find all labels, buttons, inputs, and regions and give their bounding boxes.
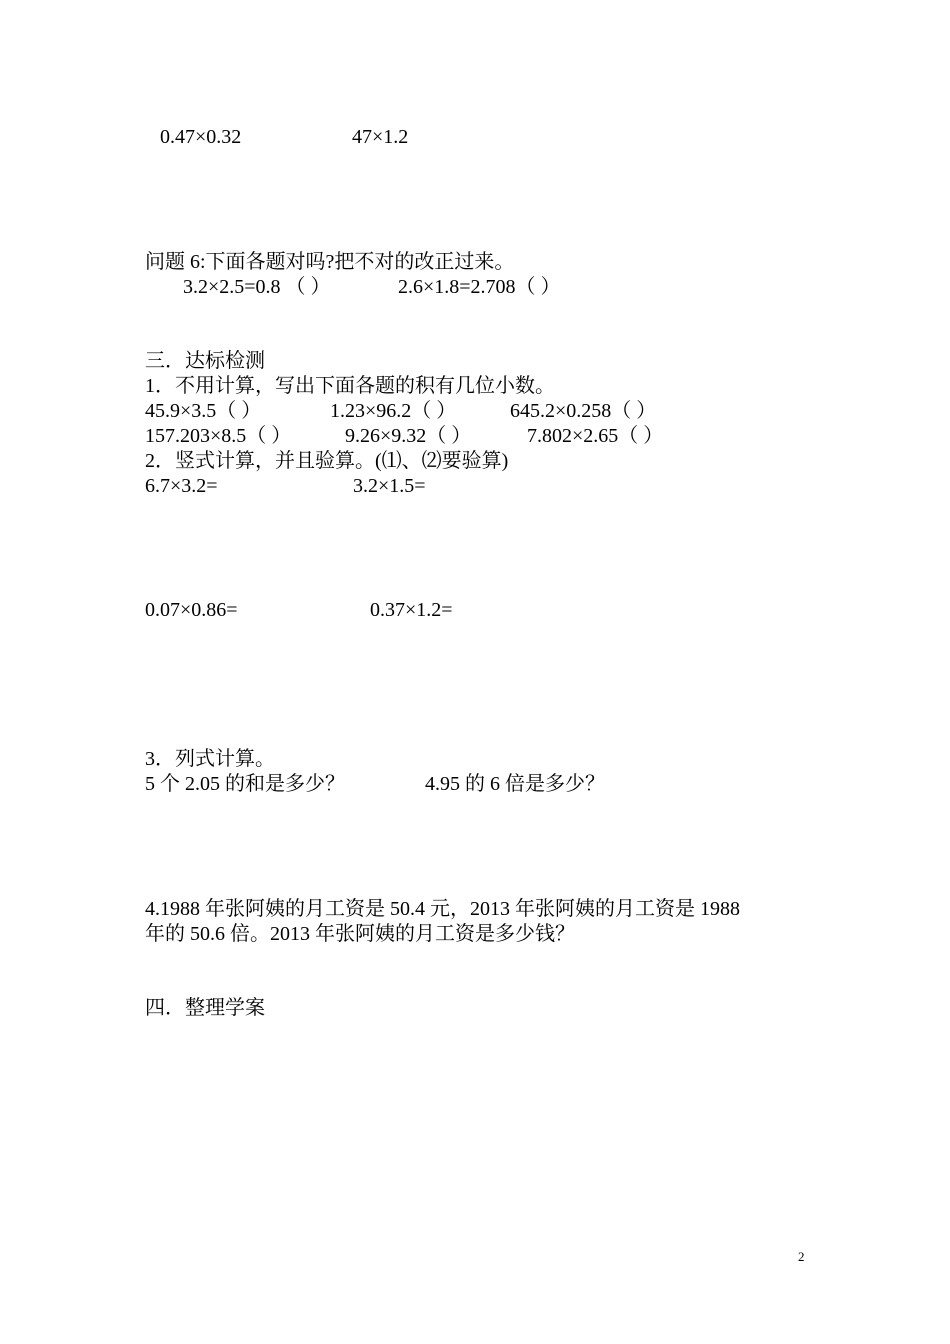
page-number: 2 <box>798 1249 805 1264</box>
q4-text: 年的 50.6 倍。2013 年张阿姨的月工资是多少钱？ <box>145 923 575 945</box>
q3-item: 4.95 的 6 倍是多少？ <box>425 773 605 795</box>
exercise-text: 47×1.2 <box>352 126 409 148</box>
q2-item: 6.7×3.2= <box>145 475 218 497</box>
exercise-text: 0.47×0.32 <box>160 126 242 148</box>
question6-item: 2.6×1.8=2.708（ ） <box>398 276 561 298</box>
q2-item: 0.07×0.86= <box>145 599 238 621</box>
q3-item: 5 个 2.05 的和是多少？ <box>145 773 345 795</box>
q2-item: 0.37×1.2= <box>370 599 453 621</box>
q2-title: 2．竖式计算，并且验算。(⑴、⑵要验算) <box>145 450 509 472</box>
q1-item: 45.9×3.5（ ） <box>145 400 262 422</box>
q1-item: 7.802×2.65（ ） <box>527 425 664 447</box>
question6-title: 问题 6:下面各题对吗?把不对的改正过来。 <box>145 251 515 273</box>
q1-item: 1.23×96.2（ ） <box>330 400 457 422</box>
q3-title: 3．列式计算。 <box>145 748 275 770</box>
q1-item: 645.2×0.258（ ） <box>510 400 657 422</box>
q1-item: 9.26×9.32（ ） <box>345 425 472 447</box>
q2-item: 3.2×1.5= <box>353 475 426 497</box>
q4-text: 4.1988 年张阿姨的月工资是 50.4 元，2013 年张阿姨的月工资是 1988 <box>145 898 740 920</box>
q1-item: 157.203×8.5（ ） <box>145 425 292 447</box>
section3-heading: 三．达标检测 <box>145 350 265 372</box>
section4-heading: 四．整理学案 <box>145 997 265 1019</box>
q1-title: 1．不用计算，写出下面各题的积有几位小数。 <box>145 375 555 397</box>
question6-item: 3.2×2.5=0.8 （ ） <box>183 276 331 298</box>
